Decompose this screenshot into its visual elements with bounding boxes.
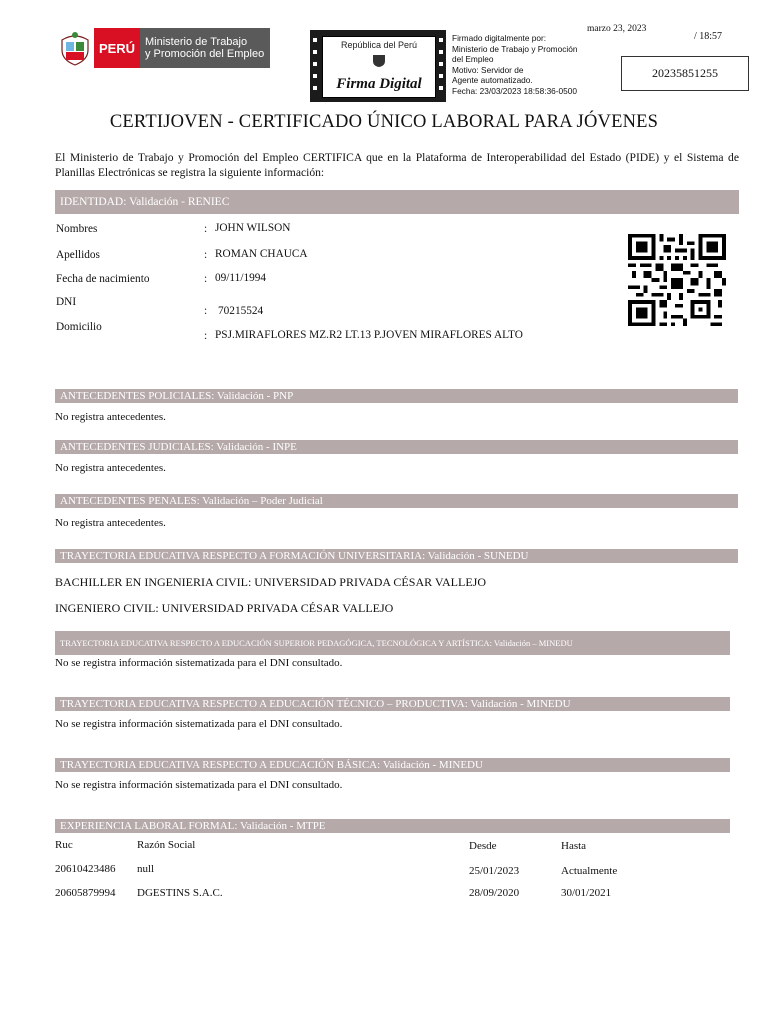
qr-code [628, 234, 726, 326]
section-line-penales: No registra antecedentes. [55, 517, 166, 529]
label-dni: DNI [56, 296, 77, 308]
certificate-code: 20235851255 [621, 56, 749, 91]
ministry-logo [140, 28, 270, 68]
table-cell-ruc: 20610423486 [55, 863, 116, 875]
value-domicilio: PSJ.MIRAFLORES MZ.R2 LT.13 P.JOVEN MIRAFLORES ALTO [215, 329, 523, 341]
page-title: CERTIJOVEN - CERTIFICADO ÚNICO LABORAL PARA JÓVENES [109, 112, 659, 132]
section-header-judiciales: ANTECEDENTES JUDICIALES: Validación - INPE [55, 440, 738, 454]
section-header-universitaria: TRAYECTORIA EDUCATIVA RESPECTO A FORMACIÓN UNIVERSITARIA: Validación - SUNEDU [55, 549, 738, 563]
signature-info: Firmado digitalmente por: Ministerio de Trabajo y Promoción del Empleo Motivo: Servidor de Agente automatizado. Fecha: 23/03/2023 18:58:36-0500 [452, 33, 578, 96]
section-line-basica: No se registra información sistematizada para el DNI consultado. [55, 779, 343, 791]
identity-header: IDENTIDAD: Validación - RENIEC [55, 190, 739, 214]
ministry-line-1: Ministerio de Trabajo [145, 36, 248, 48]
column-header-hasta: Hasta [561, 840, 587, 852]
column-header-desde: Desde [469, 840, 497, 852]
table-cell-hasta: 30/01/2021 [561, 887, 612, 899]
section-header-penales: ANTECEDENTES PENALES: Validación – Poder Judicial [55, 494, 738, 508]
table-cell-desde: 28/09/2020 [469, 887, 520, 899]
value-nombres: JOHN WILSON [215, 222, 291, 234]
ministry-line-2: y Promoción del Empleo [145, 48, 265, 60]
label-fecha-nacimiento: Fecha de nacimiento [56, 273, 150, 285]
label-apellidos: Apellidos [56, 249, 100, 261]
table-cell-razon-social: DGESTINS S.A.C. [137, 887, 223, 899]
colon: : [204, 273, 208, 285]
section-header-basica: TRAYECTORIA EDUCATIVA RESPECTO A EDUCACIÓN BÁSICA: Validación - MINEDU [55, 758, 730, 772]
coat-of-arms-icon [58, 30, 92, 66]
section-header-policiales: ANTECEDENTES POLICIALES: Validación - PNP [55, 389, 738, 403]
value-fecha-nacimiento: 09/11/1994 [215, 272, 267, 284]
value-apellidos: ROMAN CHAUCA [215, 248, 308, 260]
section-header-experiencia: EXPERIENCIA LABORAL FORMAL: Validación - MTPE [55, 819, 730, 833]
section-line-tecnico: No se registra información sistematizada para el DNI consultado. [55, 718, 343, 730]
issue-date: marzo 23, 2023 [587, 24, 647, 34]
peru-logo: PERÚ [94, 28, 140, 68]
section-header-superior: TRAYECTORIA EDUCATIVA RESPECTO A EDUCACIÓN SUPERIOR PEDAGÓGICA, TECNOLÓGICA Y ARTÍSTICA: Validación – MINEDU [55, 631, 730, 655]
label-nombres: Nombres [56, 223, 98, 235]
label-domicilio: Domicilio [56, 321, 102, 333]
section-line-ingeniero: INGENIERO CIVIL: UNIVERSIDAD PRIVADA CÉSAR VALLEJO [55, 601, 394, 615]
section-line-superior: No se registra información sistematizada para el DNI consultado. [55, 657, 343, 669]
colon: : [204, 223, 208, 235]
section-header-tecnico: TRAYECTORIA EDUCATIVA RESPECTO A EDUCACIÓN TÉCNICO – PRODUCTIVA: Validación - MINEDU [55, 697, 730, 711]
colon: : [204, 305, 208, 317]
table-cell-razon-social: null [137, 863, 155, 875]
colon: : [204, 249, 208, 261]
stamp-republic-text: República del Perú [340, 40, 418, 50]
column-header-razon-social: Razón Social [137, 839, 196, 851]
section-line-policiales: No registra antecedentes. [55, 411, 166, 423]
intro-text: El Ministerio de Trabajo y Promoción del Empleo CERTIFICA que en la Plataforma de Interoperabilidad del Estado (PIDE) y el Sistema de Planillas Electrónicas se registra la siguiente información: [55, 151, 739, 179]
table-cell-hasta: Actualmente [561, 865, 618, 877]
column-header-ruc: Ruc [55, 839, 73, 851]
section-line-judiciales: No registra antecedentes. [55, 462, 166, 474]
table-cell-desde: 25/01/2023 [469, 865, 520, 877]
issue-time: / 18:57 [694, 31, 723, 42]
section-line-bachiller: BACHILLER EN INGENIERIA CIVIL: UNIVERSIDAD PRIVADA CÉSAR VALLEJO [55, 575, 487, 589]
table-cell-ruc: 20605879994 [55, 887, 116, 899]
colon: : [204, 330, 208, 342]
shield-icon [371, 52, 387, 68]
digital-signature-stamp [310, 30, 446, 102]
stamp-firma-text: Firma Digital [336, 76, 422, 92]
value-dni: 70215524 [218, 305, 264, 317]
